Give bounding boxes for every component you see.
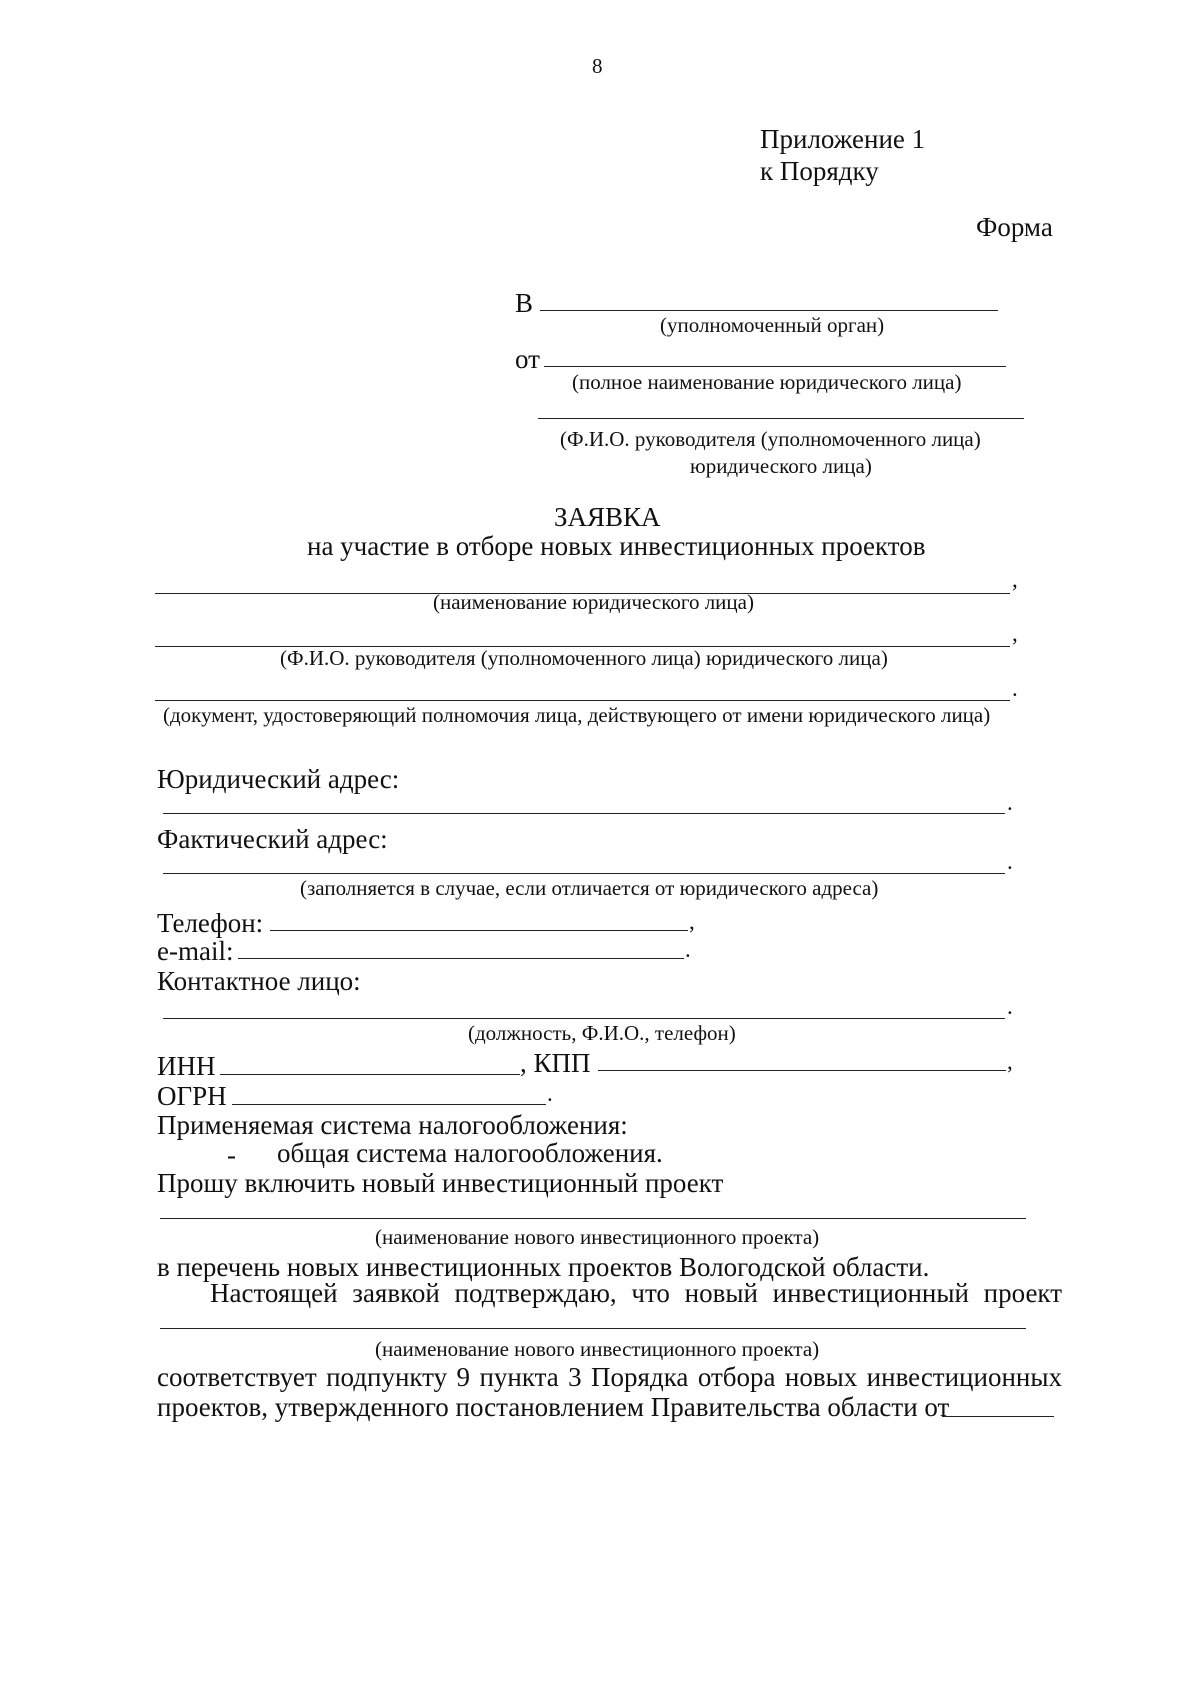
applicant-head-end: , [1012,621,1018,646]
confirm-caption: (наименование нового инвестиционного проекта) [375,1337,820,1361]
tax-label: Применяемая система налогообложения: [157,1110,628,1140]
appendix-subtitle: к Порядку [760,156,879,186]
head-caption-2: юридического лица) [690,454,872,478]
ogrn-end: . [547,1081,553,1106]
ogrn-label: ОГРН [157,1081,227,1111]
resolution-date-line[interactable] [942,1416,1054,1417]
tax-option: общая система налогообложения. [277,1138,663,1168]
from-caption: (полное наименование юридического лица) [572,370,962,394]
actual-address-end: . [1007,849,1013,874]
form-label: Форма [976,212,1053,242]
kpp-field-line[interactable] [598,1070,1006,1071]
applicant-head-caption: (Ф.И.О. руководителя (уполномоченного лица) юридического лица) [280,646,888,670]
applicant-name-end: , [1012,567,1018,592]
kpp-label: , КПП [520,1048,591,1078]
inn-field-line[interactable] [220,1074,520,1075]
authority-doc-end: . [1012,676,1018,701]
document-title: ЗАЯВКА [554,502,661,532]
contact-caption: (должность, Ф.И.О., телефон) [468,1021,736,1045]
actual-address-line[interactable] [163,873,1005,874]
appendix-title: Приложение 1 [760,124,926,154]
legal-address-label: Юридический адрес: [157,764,400,794]
tax-dash: - [227,1140,236,1170]
confirm-line-2: проектов, утвержденного постановлением Правительства области от [157,1392,950,1422]
kpp-end: , [1007,1049,1013,1074]
legal-address-end: . [1007,790,1013,815]
from-prefix: от [515,344,540,374]
contact-end: . [1007,994,1013,1019]
applicant-name-caption: (наименование юридического лица) [433,590,754,614]
contact-label: Контактное лицо: [157,966,361,996]
actual-address-label: Фактический адрес: [157,824,388,854]
to-prefix: В [515,288,534,318]
to-caption: (уполномоченный орган) [660,313,885,337]
confirm-text: Настоящей заявкой подтверждаю, что новый инвестиционный проект [210,1278,1062,1308]
request-continuation: в перечень новых инвестиционных проектов Вологодской области. [157,1252,930,1282]
inn-label: ИНН [157,1051,216,1081]
phone-label: Телефон: [157,908,264,938]
actual-address-caption: (заполняется в случае, если отличается от юридического адреса) [300,876,879,900]
confirm-project-line[interactable] [160,1328,1026,1329]
document-subtitle: на участие в отборе новых инвестиционных проектов [307,531,926,561]
email-label: e-mail: [157,936,234,966]
head-caption-1: (Ф.И.О. руководителя (уполномоченного лица) [560,427,981,451]
head-field-line[interactable] [538,418,1024,419]
authority-doc-caption: (документ, удостоверяющий полномочия лица, действующего от имени юридического лица) [163,703,991,727]
to-field-line[interactable] [540,310,998,311]
request-project-line[interactable] [160,1218,1026,1219]
from-field-line[interactable] [544,366,1006,367]
authority-doc-line[interactable] [155,700,1010,701]
ogrn-field-line[interactable] [232,1104,546,1105]
legal-address-line[interactable] [163,813,1005,814]
request-text: Прошу включить новый инвестиционный проект [157,1168,724,1198]
page-number: 8 [592,54,603,78]
contact-field-line[interactable] [163,1018,1005,1019]
confirm-line-1: соответствует подпункту 9 пункта 3 Порядка отбора новых инвестиционных [157,1362,1062,1392]
email-field-line[interactable] [238,958,684,959]
request-caption: (наименование нового инвестиционного проекта) [375,1225,820,1249]
phone-end: , [689,909,695,934]
phone-field-line[interactable] [270,930,688,931]
email-end: . [685,937,691,962]
